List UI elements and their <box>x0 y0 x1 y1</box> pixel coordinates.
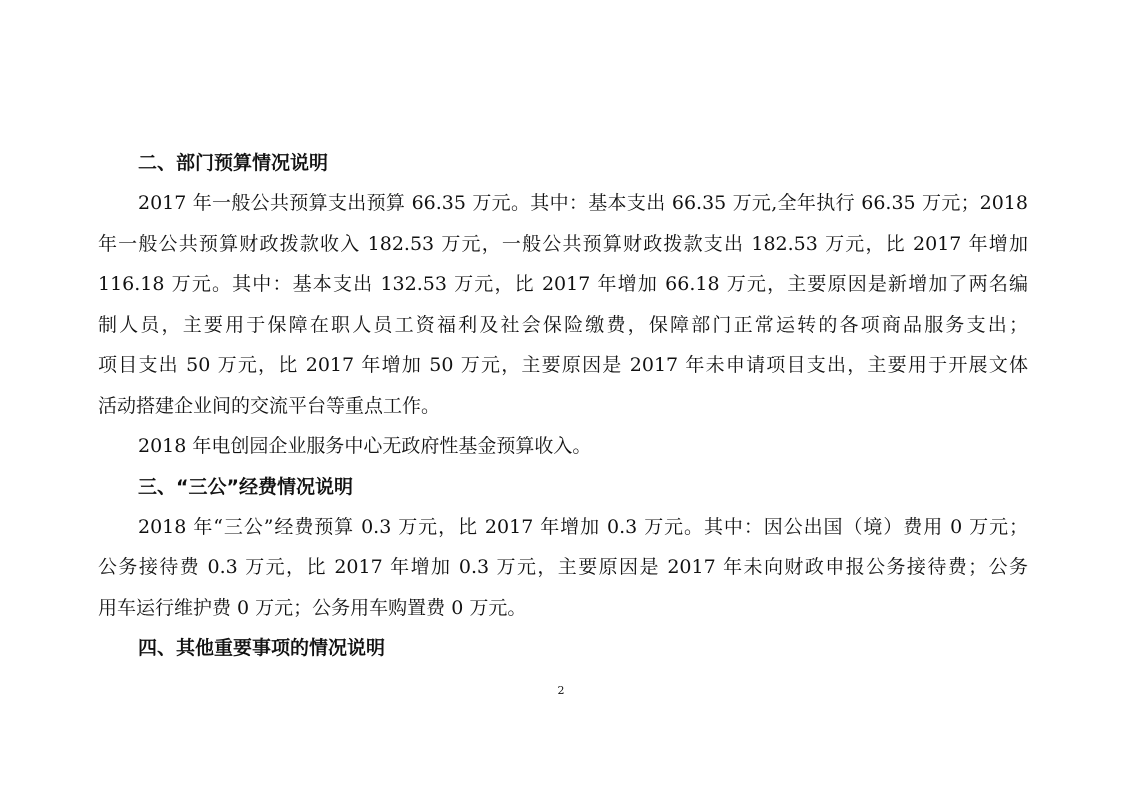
text-line: 项目支出 50 万元，比 2017 年增加 50 万元，主要原因是 2017 年未申请项目支出，主要用于开展文体 <box>98 354 1028 376</box>
paragraph-three-public-expenses <box>98 507 1028 629</box>
page-number: 2 <box>557 684 565 697</box>
paragraph-fund-income: 2018 年电创园企业服务中心无政府性基金预算收入。 <box>138 435 592 457</box>
document-body <box>98 143 1028 668</box>
section-heading-budget: 二、部门预算情况说明 <box>138 152 329 174</box>
text-line: 2017 年一般公共预算支出预算 66.35 万元。其中：基本支出 66.35 万元,全年执行 66.35 万元；2018 <box>138 192 1028 214</box>
text-line: 用车运行维护费 0 万元；公务用车购置费 0 万元。 <box>98 596 527 619</box>
section-heading-other-matters: 四、其他重要事项的情况说明 <box>138 637 386 659</box>
text-line: 116.18 万元。其中：基本支出 132.53 万元，比 2017 年增加 66.18 万元，主要原因是新增加了两名编 <box>98 273 1028 295</box>
text-line: 年一般公共预算财政拨款收入 182.53 万元，一般公共预算财政拨款支出 182.53 万元，比 2017 年增加 <box>98 232 1028 255</box>
text-line: 活动搭建企业间的交流平台等重点工作。 <box>98 394 441 417</box>
paragraph-budget-expenditure <box>98 183 1028 426</box>
section-heading-three-public: 三、“三公”经费情况说明 <box>138 475 353 498</box>
text-line: 制人员，主要用于保障在职人员工资福利及社会保险缴费，保障部门正常运转的各项商品服务支出； <box>98 313 1028 336</box>
text-line: 2018 年“三公”经费预算 0.3 万元，比 2017 年增加 0.3 万元。其中：因公出国（境）费用 0 万元； <box>138 515 1028 538</box>
text-line: 公务接待费 0.3 万元，比 2017 年增加 0.3 万元，主要原因是 2017 年未向财政申报公务接待费；公务 <box>98 556 1028 578</box>
